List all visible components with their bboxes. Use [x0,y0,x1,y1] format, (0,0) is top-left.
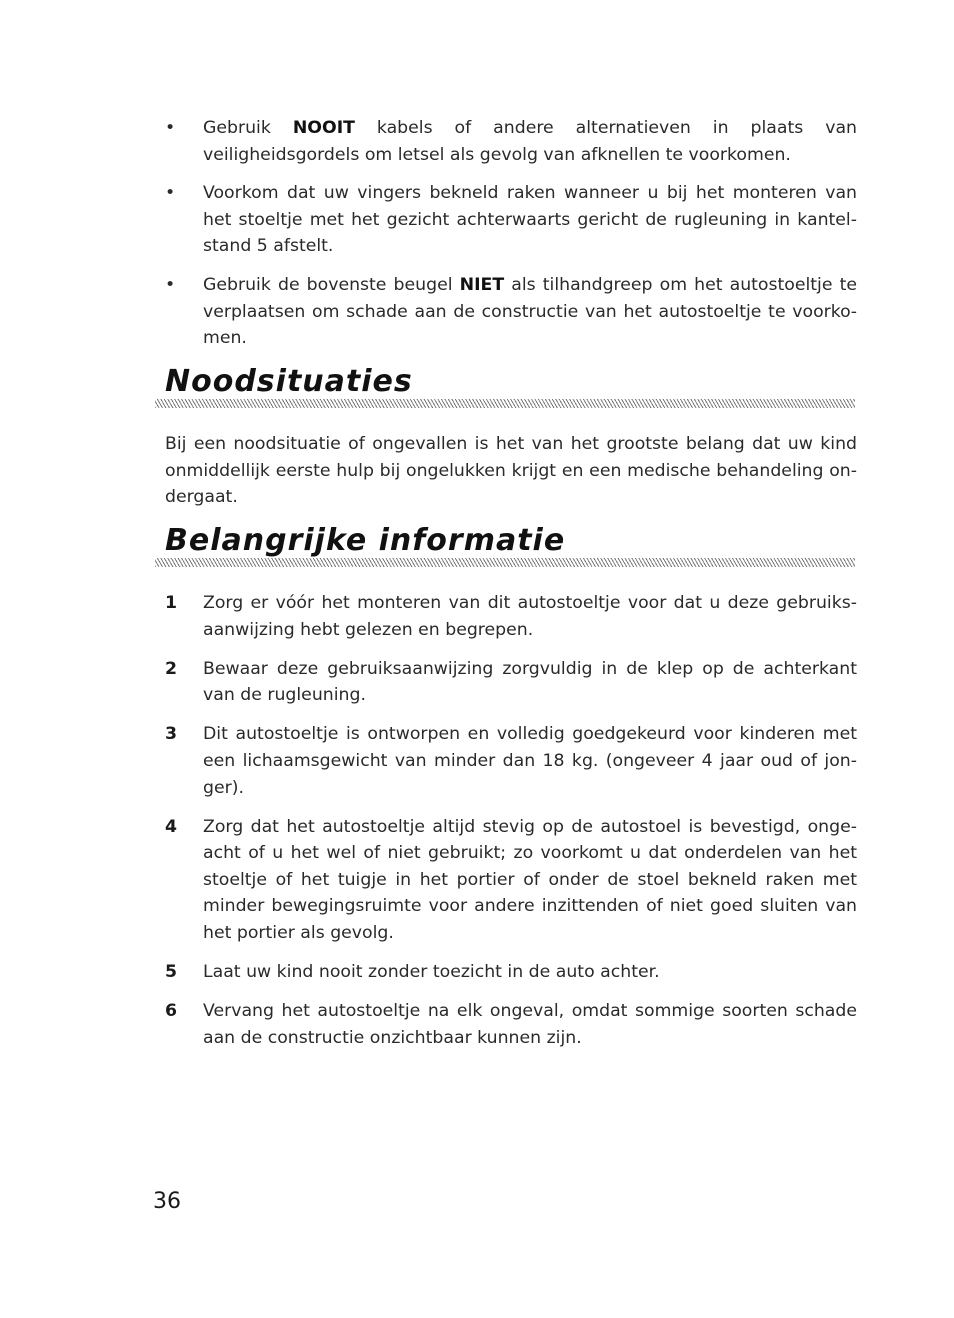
list-item [165,998,857,1051]
item-number: 5 [165,962,178,983]
heading-underline-hatch [155,558,855,567]
list-item [165,115,857,168]
section-title: Noodsituaties [165,364,413,399]
list-item [165,590,857,643]
emergency-paragraph [165,431,857,511]
bullet-marker: • [165,183,176,204]
bullet-text: Voorkom dat uw vingers bekneld raken wanneer u bij het monteren van het stoeltje met het gezicht achterwaarts gericht de rugleuning in kantelstand 5 afstelt. [203,183,857,257]
item-number: 1 [165,593,178,613]
item-number: 2 [165,658,178,679]
item-text: Zorg er vóór het monteren van dit autostoeltje voor dat u deze gebruiksaanwijzing hebt gelezen en begrepen. [203,593,857,640]
item-text: Vervang het autostoeltje na elk ongeval, omdat sommige soorten schade aan de constructie onzichtbaar kunnen zijn. [203,1001,857,1048]
emphasis-text: NIET [459,274,505,295]
bullet-marker: • [165,274,176,295]
list-item [165,959,857,986]
list-item [165,721,857,801]
list-item [165,272,857,352]
bullet-marker: • [165,118,176,138]
item-text: Zorg dat het autostoeltje altijd stevig op de autostoel is bevestigd, ongeacht of u het wel of niet gebruikt; zo voorkomt u dat onderdelen van het stoeltje of het tuigje in het portier of onder de stoel bekneld raken met minder bewegingsruimte voor andere inzittenden of niet goed sluiten van het portier als gevolg. [203,816,857,944]
item-number: 6 [165,1001,178,1022]
paragraph-text: Bij een noodsituatie of ongevallen is het van het grootste belang dat uw kind onmiddellijk eerste hulp bij ongelukken krijgt en een medische behandeling ondergaat. [165,434,857,508]
item-number: 3 [165,724,178,745]
section-heading-emergency [155,365,855,408]
list-item [165,656,857,709]
page-number: 36 [153,1189,181,1214]
bullet-text: Gebruik NOOIT kabels of andere alternatieven in plaats van veiligheidsgordels om letsel als gevolg van afknellen te voorkomen. [203,118,857,165]
bullet-text: Gebruik de bovenste beugel NIET als tilhandgreep om het autostoeltje te verplaatsen om schade aan de constructie van het autostoeltje te voorkomen. [203,274,858,349]
item-text: Laat uw kind nooit zonder toezicht in de auto achter. [203,962,660,983]
list-item [165,814,857,947]
item-number: 4 [165,816,178,837]
important-info-list [165,590,857,1064]
item-text: Dit autostoeltje is ontworpen en volledig goedgekeurd voor kinderen met een lichaamsgewicht van minder dan 18 kg. (ongeveer 4 jaar oud of jonger). [203,724,857,798]
section-heading-important [155,524,855,567]
item-text: Bewaar deze gebruiksaanwijzing zorgvuldig in de klep op de achterkant van de rugleuning. [203,658,857,706]
safety-bullet-list [165,115,857,364]
list-item [165,180,857,260]
section-title: Belangrijke informatie [165,523,566,558]
emphasis-text: NOOIT [292,118,355,138]
heading-underline-hatch [155,399,855,408]
